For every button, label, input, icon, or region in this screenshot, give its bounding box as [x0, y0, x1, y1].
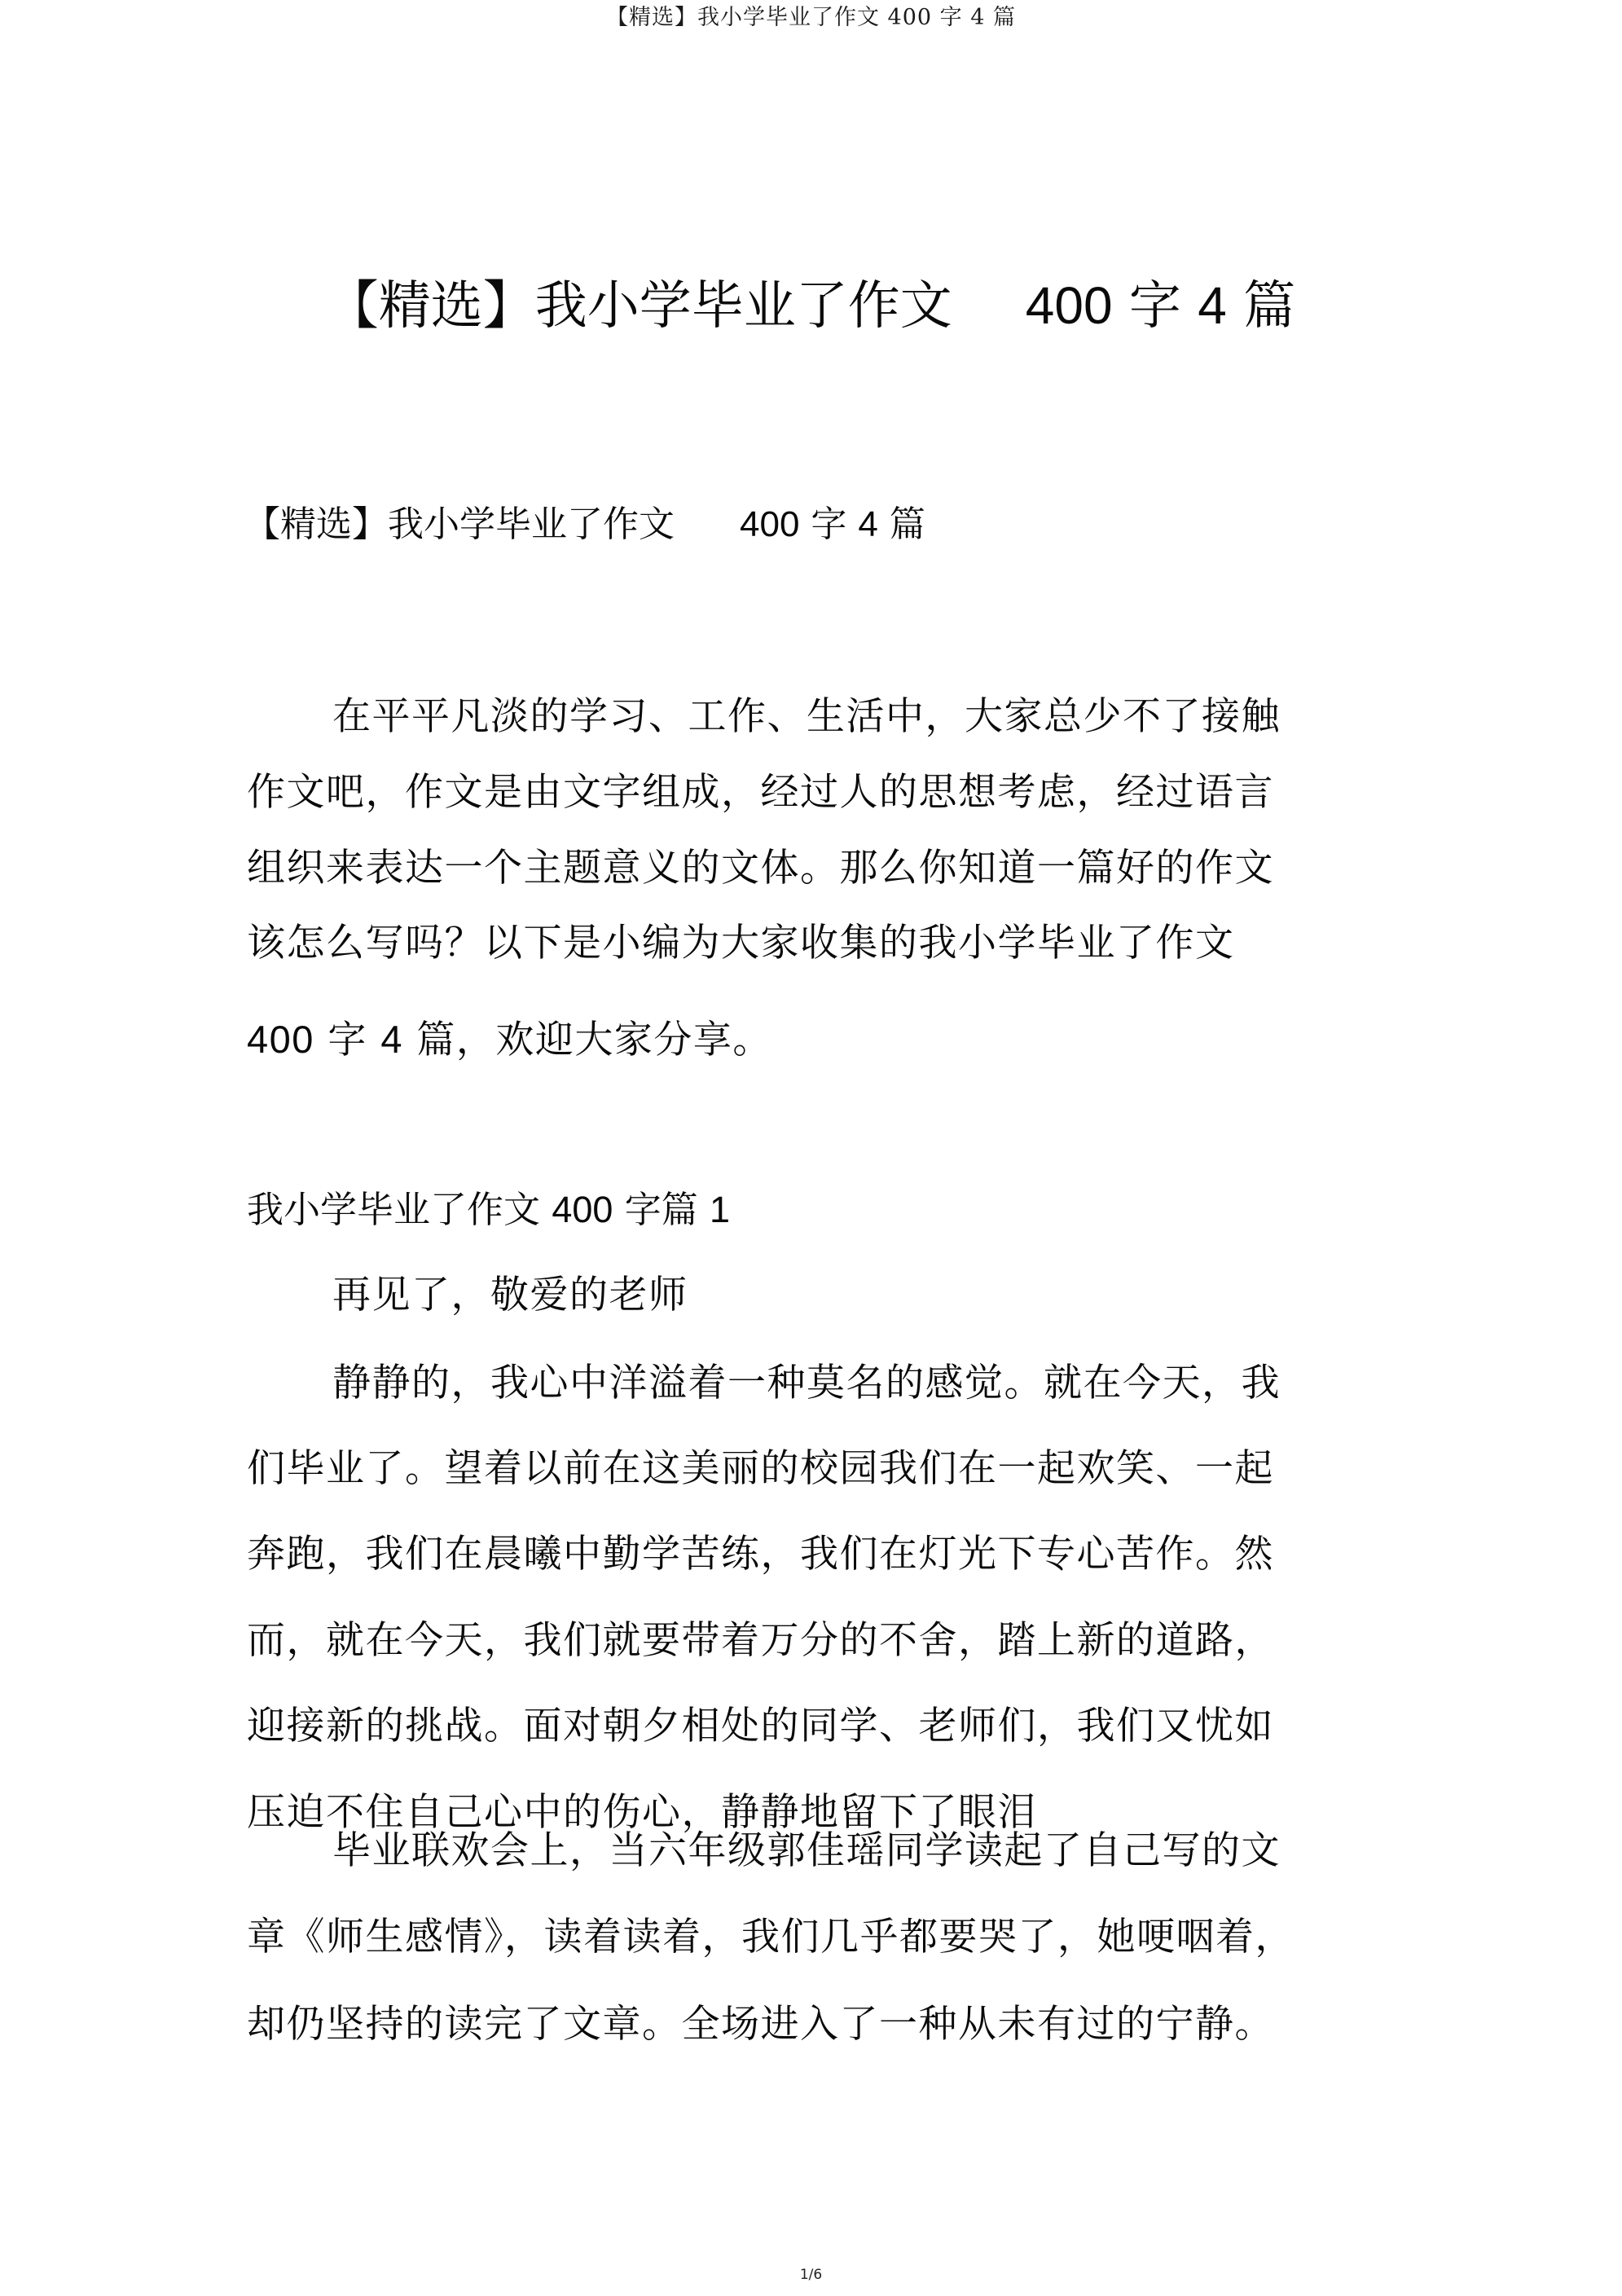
title-number: 400: [1025, 276, 1113, 335]
intro-line: 该怎么写吗？以下是小编为大家收集的我小学毕业了作文: [247, 921, 1235, 965]
subtitle-count: 4: [858, 504, 878, 544]
intro-rest: 篇，欢迎大家分享。: [402, 1018, 772, 1062]
subtitle-zi: 字: [799, 504, 859, 545]
section-heading: [247, 1185, 730, 1234]
essay-line: 压迫不住自己心中的伤心，静静地留下了眼泪: [247, 1790, 1037, 1835]
subtitle-pian: 篇: [877, 504, 925, 545]
essay-line: 奔跑，我们在晨曦中勤学苦练，我们在灯光下专心苦作。然: [247, 1532, 1274, 1577]
essay-line: 迎接新的挑战。面对朝夕相处的同学、老师们，我们又忧如: [247, 1704, 1274, 1748]
document-subtitle: [244, 499, 925, 551]
subtitle-text: 【精选】我小学毕业了作文: [244, 504, 675, 545]
intro-count: 4: [380, 1018, 403, 1061]
running-header: 【精选】我小学毕业了作文 400 字 4 篇: [605, 5, 1017, 30]
essay-title: 再见了，敬爱的老师: [332, 1273, 688, 1317]
title-text: 【精选】我小学毕业了作文: [326, 276, 952, 336]
intro-number: 400: [247, 1018, 314, 1061]
subtitle-number: 400: [740, 504, 800, 544]
section-heading-index: 1: [710, 1189, 731, 1230]
essay-line: 静静的，我心中洋溢着一种莫名的感觉。就在今天，我: [332, 1361, 1281, 1405]
essay-line: 毕业联欢会上，当六年级郭佳瑶同学读起了自己写的文: [332, 1828, 1281, 1873]
intro-line: 在平平凡淡的学习、工作、生活中，大家总少不了接触: [332, 694, 1281, 739]
section-heading-zi: 字篇: [613, 1188, 710, 1231]
title-count: 4: [1198, 276, 1227, 335]
section-heading-text: 我小学毕业了作文: [247, 1188, 552, 1231]
intro-line: 组织来表达一个主题意义的文体。那么你知道一篇好的作文: [247, 846, 1274, 891]
page-indicator: 1/6: [799, 2267, 823, 2283]
essay-line: 们毕业了。望着以前在这美丽的校园我们在一起欢笑、一起: [247, 1446, 1274, 1491]
essay-line: 却仍坚持的读完了文章。全场进入了一种从未有过的宁静。: [247, 2002, 1274, 2047]
intro-line: 作文吧，作文是由文字组成，经过人的思想考虑，经过语言: [247, 770, 1274, 815]
title-pian: 篇: [1226, 276, 1296, 336]
section-heading-number: 400: [552, 1189, 613, 1230]
document-title: [0, 269, 1622, 343]
title-zi: 字: [1112, 276, 1198, 336]
intro-zi: 字: [314, 1018, 381, 1062]
intro-line-last: [247, 1015, 772, 1065]
essay-line: 章《师生感情》，读着读着，我们几乎都要哭了，她哽咽着，: [247, 1915, 1295, 1960]
essay-line: 而，就在今天，我们就要带着万分的不舍，踏上新的道路，: [247, 1618, 1274, 1663]
